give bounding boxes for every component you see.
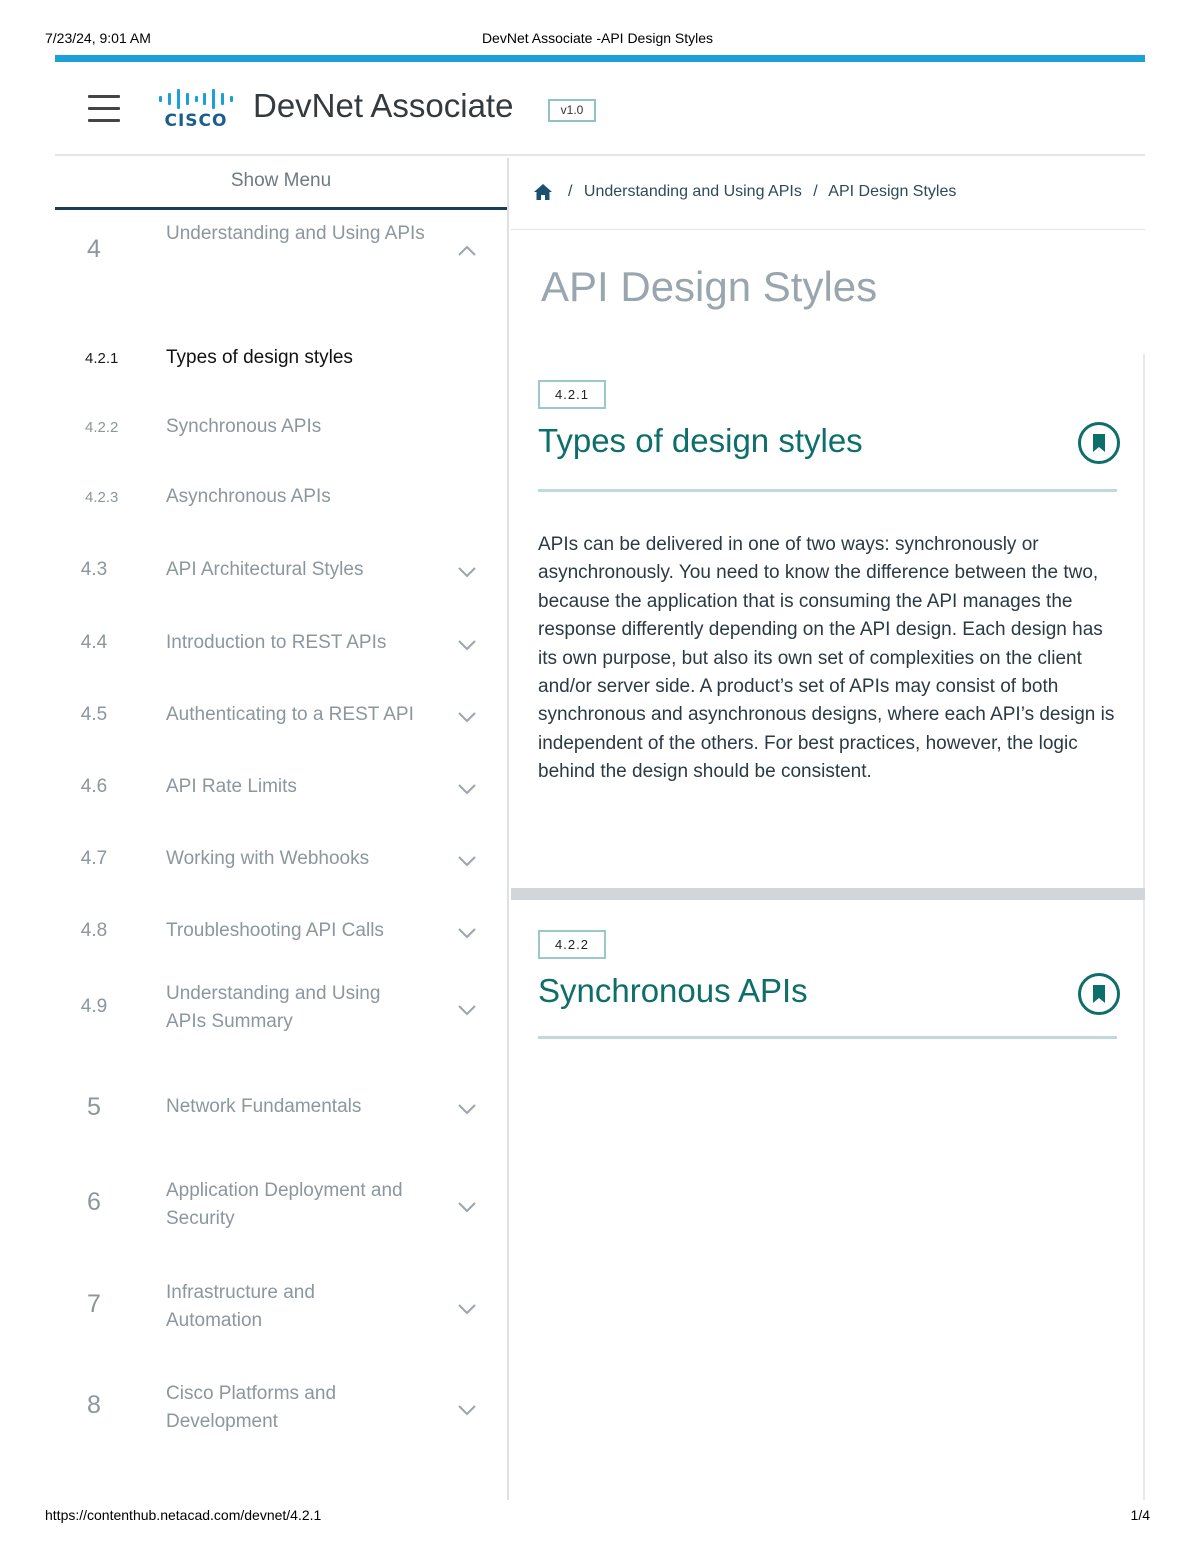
breadcrumb-separator: / [568, 183, 573, 200]
sidebar-item-num: 4.2.3 [85, 489, 119, 506]
print-date: 7/23/24, 9:01 AM [45, 30, 151, 46]
sidebar-item-4-5[interactable] [55, 701, 507, 735]
chevron-down-icon[interactable] [456, 922, 478, 944]
section-separator [511, 888, 1145, 900]
sidebar-item-num: 4.9 [80, 996, 108, 1017]
sidebar-chapter-4[interactable] [55, 213, 507, 289]
sidebar-item-4-2-3[interactable] [55, 483, 507, 519]
sidebar-chapter-label: Infrastructure and Automation [166, 1282, 315, 1331]
sidebar-chapter-label: Understanding and Using APIs [166, 223, 425, 244]
app-window [55, 55, 1145, 1500]
sidebar-item-label: Authenticating to a REST API [166, 704, 414, 725]
chevron-down-icon[interactable] [456, 1196, 478, 1218]
chevron-down-icon[interactable] [456, 561, 478, 583]
hamburger-icon[interactable] [88, 95, 120, 125]
version-badge: v1.0 [548, 99, 596, 122]
section-number-badge: 4.2.2 [538, 930, 606, 959]
chevron-down-icon[interactable] [456, 1098, 478, 1120]
section-card-4-2-2 [511, 900, 1145, 1500]
sidebar-item-label: API Architectural Styles [166, 559, 364, 580]
sidebar-item-label: Introduction to REST APIs [166, 632, 387, 653]
sidebar-item-label: Asynchronous APIs [166, 486, 331, 507]
sidebar-chapter-5[interactable] [55, 1093, 507, 1127]
chevron-down-icon[interactable] [456, 999, 478, 1021]
section-divider-rule [538, 489, 1117, 492]
sidebar-chapter-6[interactable] [55, 1175, 507, 1235]
breadcrumb [511, 158, 1145, 230]
sidebar-item-num: 4.2.2 [85, 419, 119, 436]
cisco-wordmark: CISCO [164, 111, 228, 131]
chevron-down-icon[interactable] [456, 706, 478, 728]
sidebar-item-4-6[interactable] [55, 773, 507, 807]
breadcrumb-current[interactable]: API Design Styles [828, 183, 957, 200]
home-icon[interactable] [533, 182, 553, 202]
sidebar-chapter-num: 7 [87, 1290, 101, 1318]
page-title: API Design Styles [541, 263, 878, 310]
sidebar-item-4-3[interactable] [55, 556, 507, 590]
bookmark-icon[interactable] [1077, 972, 1121, 1016]
bookmark-icon[interactable] [1077, 421, 1121, 465]
sidebar-chapter-num: 8 [87, 1391, 101, 1419]
cisco-logo[interactable] [157, 88, 235, 134]
section-divider-rule [538, 1036, 1117, 1039]
product-name: DevNet Associate [253, 87, 514, 124]
sidebar-item-num: 4.5 [80, 704, 108, 725]
print-doc-title: DevNet Associate -API Design Styles [481, 30, 714, 46]
sidebar-item-num: 4.2.1 [85, 350, 119, 367]
sidebar-chapter-num: 6 [87, 1188, 101, 1216]
section-body-text: APIs can be delivered in one of two ways: synchronously or asynchronously. You need to know the difference between the two, because the application that is consuming the API manages the response differently depending on the API design. Each design has its own purpose, but also its own set of complexities on the client and/or server side. A product’s set of APIs may consist of both synchronous and asynchronous designs, where each API’s design is independent of the others. For best practices, however, the logic behind the design should be consistent. [538, 534, 1115, 783]
print-page-number: 1/4 [1130, 1507, 1150, 1523]
sidebar-chapter-num: 4 [87, 235, 101, 263]
section-card-4-2-1 [511, 354, 1145, 888]
sidebar-item-4-2-1[interactable] [55, 344, 507, 380]
chevron-down-icon[interactable] [456, 634, 478, 656]
chevron-down-icon[interactable] [456, 1298, 478, 1320]
app-header [55, 62, 1145, 156]
sidebar-item-4-4[interactable] [55, 629, 507, 663]
print-url: https://contenthub.netacad.com/devnet/4.2.1 [45, 1507, 322, 1523]
chevron-down-icon[interactable] [456, 850, 478, 872]
sidebar-chapter-label: Cisco Platforms and Development [166, 1383, 337, 1432]
accent-bar [55, 55, 1145, 62]
sidebar-chapter-label: Application Deployment and Security [166, 1180, 403, 1229]
sidebar-item-num: 4.7 [80, 848, 108, 869]
breadcrumb-link-chapter[interactable]: Understanding and Using APIs [583, 183, 802, 200]
print-header [45, 30, 1150, 50]
sidebar-item-label: Understanding and Using APIs Summary [166, 983, 381, 1032]
sidebar-item-num: 4.6 [80, 776, 108, 797]
sidebar-item-num: 4.4 [80, 632, 108, 653]
sidebar-item-4-9[interactable] [55, 978, 507, 1038]
sidebar-chapter-label: Network Fundamentals [166, 1096, 362, 1117]
sidebar-item-label: Working with Webhooks [166, 848, 370, 869]
sidebar-item-4-7[interactable] [55, 845, 507, 879]
sidebar-item-label: API Rate Limits [166, 776, 297, 797]
sidebar-item-num: 4.8 [80, 920, 108, 941]
sidebar-item-label: Synchronous APIs [166, 416, 322, 437]
show-menu-button[interactable]: Show Menu [55, 158, 507, 210]
sidebar-item-4-8[interactable] [55, 917, 507, 951]
sidebar-chapter-8[interactable] [55, 1378, 507, 1438]
section-title: Types of design styles [538, 422, 863, 459]
sidebar-chapter-num: 5 [87, 1093, 101, 1121]
sidebar-item-num: 4.3 [80, 559, 108, 580]
main-content [511, 158, 1145, 1500]
sidebar-item-label: Troubleshooting API Calls [166, 920, 384, 941]
chevron-down-icon[interactable] [456, 778, 478, 800]
breadcrumb-separator: / [813, 183, 818, 200]
section-title: Synchronous APIs [538, 972, 808, 1009]
print-footer [45, 1507, 1150, 1527]
sidebar-chapter-7[interactable] [55, 1277, 507, 1337]
sidebar-nav [55, 158, 509, 1500]
chevron-down-icon[interactable] [456, 1399, 478, 1421]
sidebar-item-label: Types of design styles [166, 347, 353, 368]
chevron-up-icon[interactable] [456, 240, 478, 262]
sidebar-item-4-2-2[interactable] [55, 413, 507, 449]
section-number-badge: 4.2.1 [538, 380, 606, 409]
